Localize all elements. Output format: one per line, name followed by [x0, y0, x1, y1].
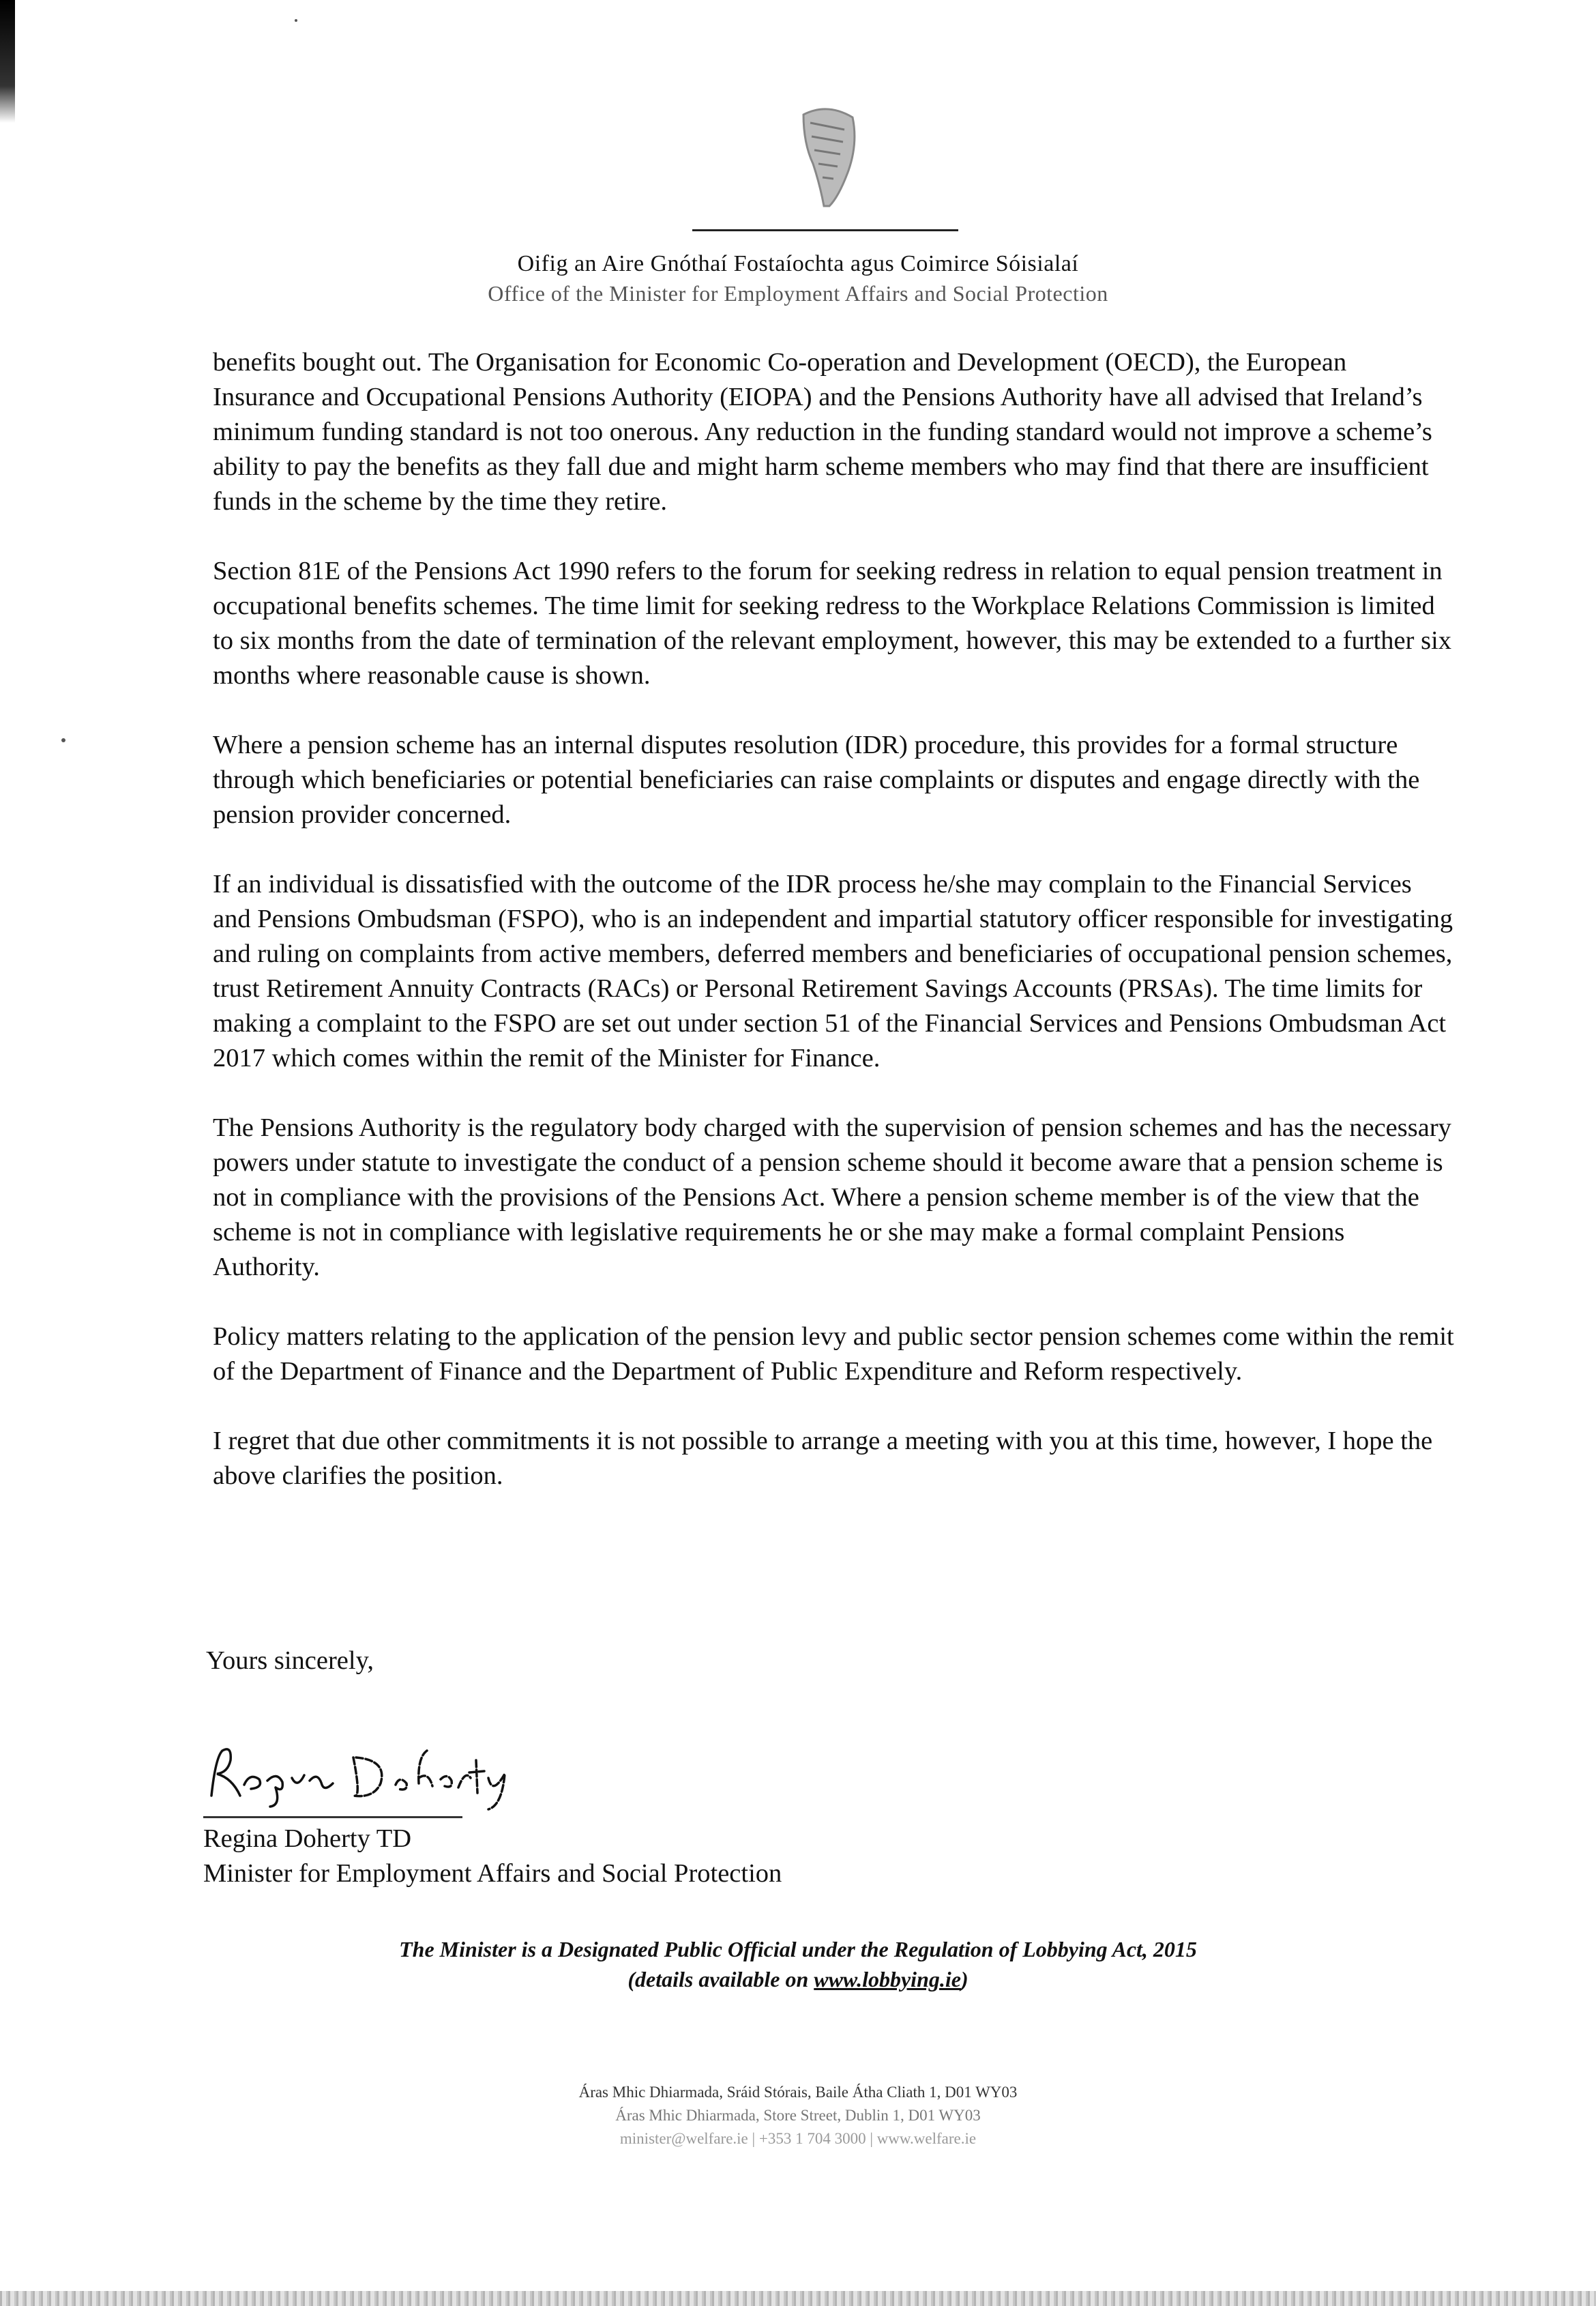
office-title-irish: Oifig an Aire Gnóthaí Fostaíochta agus Coimirce Sóisialaí [517, 251, 1079, 276]
harp-emblem-icon [790, 102, 865, 211]
footer-address-irish: Áras Mhic Dhiarmada, Sráid Stórais, Baile Átha Cliath 1, D01 WY03 [578, 2084, 1018, 2101]
footer-contact: minister@welfare.ie | +353 1 704 3000 | www.welfare.ie [619, 2130, 977, 2147]
signature-rule [203, 1816, 462, 1818]
lobbying-notice [0, 1934, 1596, 1994]
body-paragraph: benefits bought out. The Organisation for Economic Co-operation and Development (OECD), the European Insurance and Occupational Pensions Authority (EIOPA) and the Pensions Authority have all advised that Ireland’s minimum funding standard is not too onerous. Any reduction in the funding standard would not improve a scheme’s ability to pay the benefits as they fall due and might harm scheme members who may find that there are insufficient funds in the scheme by the time they retire. [213, 348, 1432, 516]
lobbying-link[interactable]: www.lobbying.ie [814, 1967, 961, 1991]
body-paragraph: I regret that due other commitments it is not possible to arrange a meeting with you at this time, however, I hope the above clarifies the position. [213, 1427, 1433, 1490]
lobbying-notice-details [0, 1964, 1596, 1994]
signer-title: Minister for Employment Affairs and Social Protection [203, 1859, 782, 1888]
details-prefix: (details available on [627, 1967, 814, 1991]
signer-name: Regina Doherty TD [203, 1824, 412, 1853]
scan-edge-artifact [0, 0, 15, 123]
scan-speck [61, 738, 65, 742]
scan-speck [295, 19, 297, 22]
address-footer [0, 2081, 1596, 2150]
office-title-english: Office of the Minister for Employment Affairs and Social Protection [488, 281, 1108, 306]
closing-salutation: Yours sincerely, [206, 1646, 374, 1675]
body-paragraph: Policy matters relating to the application of the pension levy and public sector pension schemes come within the remit of the Department of Finance and the Department of Public Expenditure and Reform respectively. [213, 1322, 1454, 1386]
body-paragraph: Where a pension scheme has an internal disputes resolution (IDR) procedure, this provides for a formal structure through which beneficiaries or potential beneficiaries can raise complaints or disputes and engage directly with the pension provider concerned. [213, 731, 1420, 829]
lobbying-notice-line: The Minister is a Designated Public Official under the Regulation of Lobbying Act, 2015 [399, 1937, 1197, 1961]
handwritten-signature [202, 1730, 516, 1812]
body-paragraph: If an individual is dissatisfied with the outcome of the IDR process he/she may complain to the Financial Services and Pensions Ombudsman (FSPO), who is an independent and impartial statutory officer responsible for investigating and ruling on complaints from active members, deferred members and beneficiaries of occupational pension schemes, trust Retirement Annuity Contracts (RACs) or Personal Retirement Savings Accounts (PRSAs). The time limits for making a complaint to the FSPO are set out under section 51 of the Financial Services and Pensions Ombudsman Act 2017 which comes within the remit of the Minister for Finance. [213, 870, 1453, 1072]
body-paragraph: Section 81E of the Pensions Act 1990 refers to the forum for seeking redress in relation to equal pension treatment in occupational benefits schemes. The time limit for seeking redress to the Workplace Relations Commission is limited to six months from the date of termination of the relevant employment, however, this may be extended to a further six months where reasonable cause is shown. [213, 557, 1452, 690]
body-paragraph: The Pensions Authority is the regulatory body charged with the supervision of pension schemes and has the necessary powers under statute to investigate the conduct of a pension scheme should it become aware that a pension scheme is not in compliance with the provisions of the Pensions Act. Where a pension scheme member is of the view that the scheme is not in compliance with legislative requirements he or she may make a formal complaint Pensions Authority. [213, 1113, 1451, 1281]
header-rule [692, 229, 958, 231]
details-suffix: ) [960, 1967, 969, 1991]
letter-body [213, 345, 1454, 1528]
footer-address-english: Áras Mhic Dhiarmada, Store Street, Dublin 1, D01 WY03 [615, 2107, 981, 2124]
scan-bottom-artifact [0, 2291, 1596, 2306]
